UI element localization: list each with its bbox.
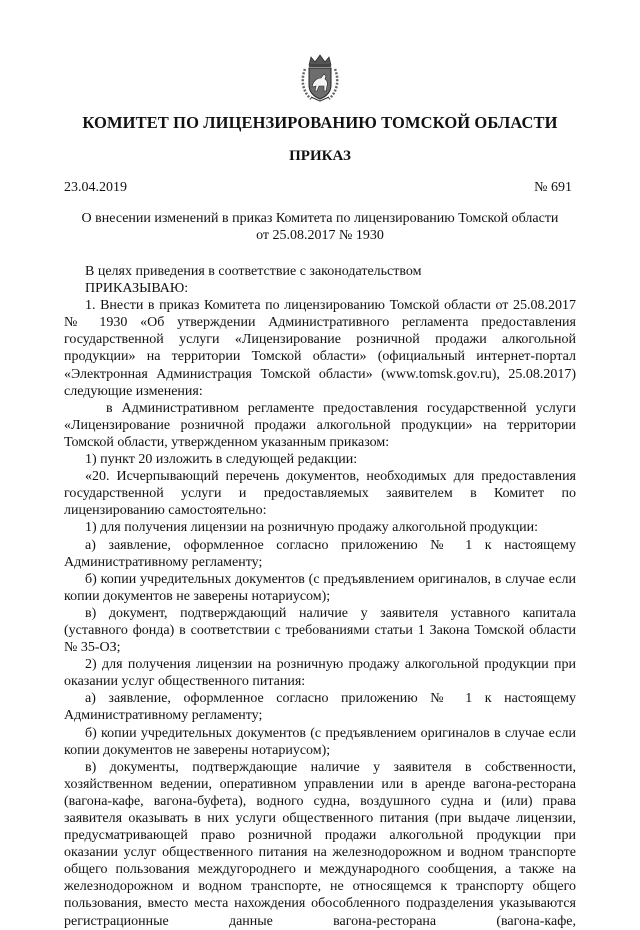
order-date: 23.04.2019: [64, 180, 127, 195]
document-type: ПРИКАЗ: [289, 148, 351, 164]
paragraph-3: 1) пункт 20 изложить в следующей редакции:: [85, 452, 358, 468]
paragraph-8: в) документ, подтверждающий наличие у заявителя уставного капитала (уставного фонда) в соответствии с требованиями статьи 1 Закона Томской области № 35-ОЗ;: [64, 605, 576, 656]
order-subject: [64, 211, 576, 244]
order-body: [64, 263, 576, 930]
intro-paragraph: В целях приведения в соответствие с законодательством: [85, 264, 422, 279]
paragraph-9: 2) для получения лицензии на розничную продажу алкогольной продукции при оказании услуг общественного питания:: [64, 657, 576, 690]
subject-line: О внесении изменений в приказ Комитета по лицензированию Томской области: [81, 211, 559, 226]
paragraph-7: б) копии учредительных документов (с предъявлением оригиналов, в случае если копии документов не заверены нотариусом);: [64, 571, 576, 604]
organization-name: КОМИТЕТ ПО ЛИЦЕНЗИРОВАНИЮ ТОМСКОЙ ОБЛАСТИ: [82, 113, 558, 132]
paragraph-12: в) документы, подтверждающие наличие у заявителя в собственности, хозяйственном ведении, оперативном управлении или в аренде вагона-ресторана (вагона-кафе, вагона-буфета), водного судна, воздушного судна и (или) права заявителя оказывать в них услуги общественного питания (при выдаче лицензии, предусматривающей право розничной продажи алкогольной продукции при оказании услуг общественного питания на железнодорожном и водном транспорте общего пользования междугороднего и международного сообщения, а также на железнодорожном и водном транспорте, не относящемся к транспорту общего пользования, вместо места нахождения обособленного подразделения указываются регистрационные данные вагона-ресторана (вагона-кафе,: [64, 759, 576, 929]
paragraph-1: 1. Внести в приказ Комитета по лицензированию Томской области от 25.08.2017 № 1930 «Об утверждении Административного регламента предоставления государственной услуги «Лицензирование розничной продажи алкогольной продукции» на территории Томской области» (официальный интернет-портал «Электронная Администрация Томской области» (www.tomsk.gov.ru), 25.08.2017) следующие изменения:: [64, 298, 576, 399]
paragraph-2: в Административном регламенте предоставления государственной услуги «Лицензирование розничной продажи алкогольной продукции» на территории Томской области, утвержденном указанным приказом:: [64, 400, 576, 450]
paragraph-6: а) заявление, оформленное согласно приложению № 1 к настоящему Административному регламенту;: [64, 537, 576, 570]
subject-line: от 25.08.2017 № 1930: [256, 227, 384, 243]
paragraph-4: «20. Исчерпывающий перечень документов, необходимых для предоставления государственной услуги и предоставляемых заявителем в Комитет по лицензированию самостоятельно:: [64, 469, 576, 519]
tomsk-region-coat-of-arms-icon: [299, 53, 341, 103]
order-number: № 691: [534, 180, 572, 195]
order-word: ПРИКАЗЫВАЮ:: [85, 281, 189, 297]
paragraph-10: а) заявление, оформленное согласно приложению № 1 к настоящему Административному регламенту;: [64, 691, 576, 724]
paragraph-11: б) копии учредительных документов (с предъявлением оригиналов в случае если копии документов не заверены нотариусом);: [64, 725, 576, 758]
paragraph-5: 1) для получения лицензии на розничную продажу алкогольной продукции:: [85, 520, 539, 536]
